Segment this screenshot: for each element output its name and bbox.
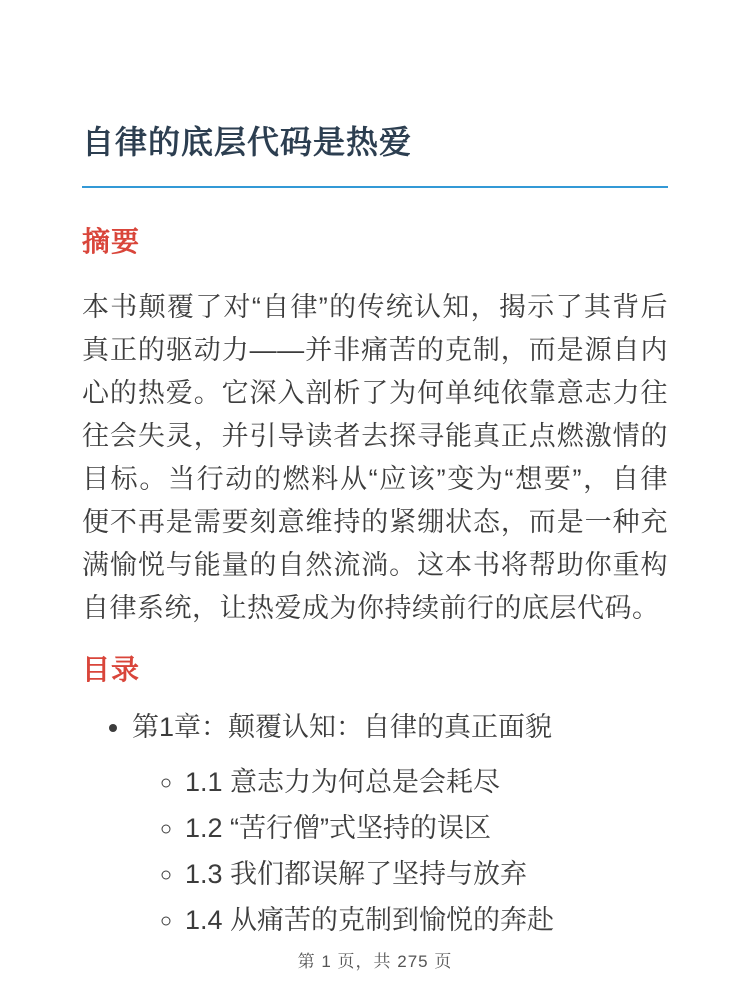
- toc-section-item: ◦ 1.2 “苦行僧”式坚持的误区: [185, 807, 668, 850]
- toc-section-item: ◦ 1.3 我们都误解了坚持与放弃: [185, 853, 668, 896]
- abstract-paragraph: 本书颠覆了对“自律”的传统认知，揭示了其背后真正的驱动力——并非痛苦的克制，而是源自内心的热爱。它深入剖析了为何单纯依靠意志力往往会失灵，并引导读者去探寻能真正点燃激情的目标。当行动的燃料从“应该”变为“想要”，自律便不再是需要刻意维持的紧绷状态，而是一种充满愉悦与能量的自然流淌。这本书将帮助你重构自律系统，让热爱成为你持续前行的底层代码。: [82, 292, 668, 623]
- document-content: [0, 122, 750, 942]
- toc-section-item: ◦ 1.1 意志力为何总是会耗尽: [185, 761, 668, 804]
- toc-section-list: [132, 761, 668, 942]
- toc-section-item: ◦ 1.4 从痛苦的克制到愉悦的奔赴: [185, 899, 668, 942]
- abstract-heading: 摘要: [82, 226, 141, 257]
- toc-chapter-item: [132, 706, 668, 942]
- toc-heading: 目录: [82, 654, 141, 685]
- page-title: 自律的底层代码是热爱: [82, 122, 668, 188]
- toc-list: [82, 706, 668, 942]
- toc-chapter-label: 第1章：颠覆认知：自律的真正面貌: [132, 712, 553, 742]
- page-number-indicator: 第 1 页，共 275 页: [297, 952, 453, 971]
